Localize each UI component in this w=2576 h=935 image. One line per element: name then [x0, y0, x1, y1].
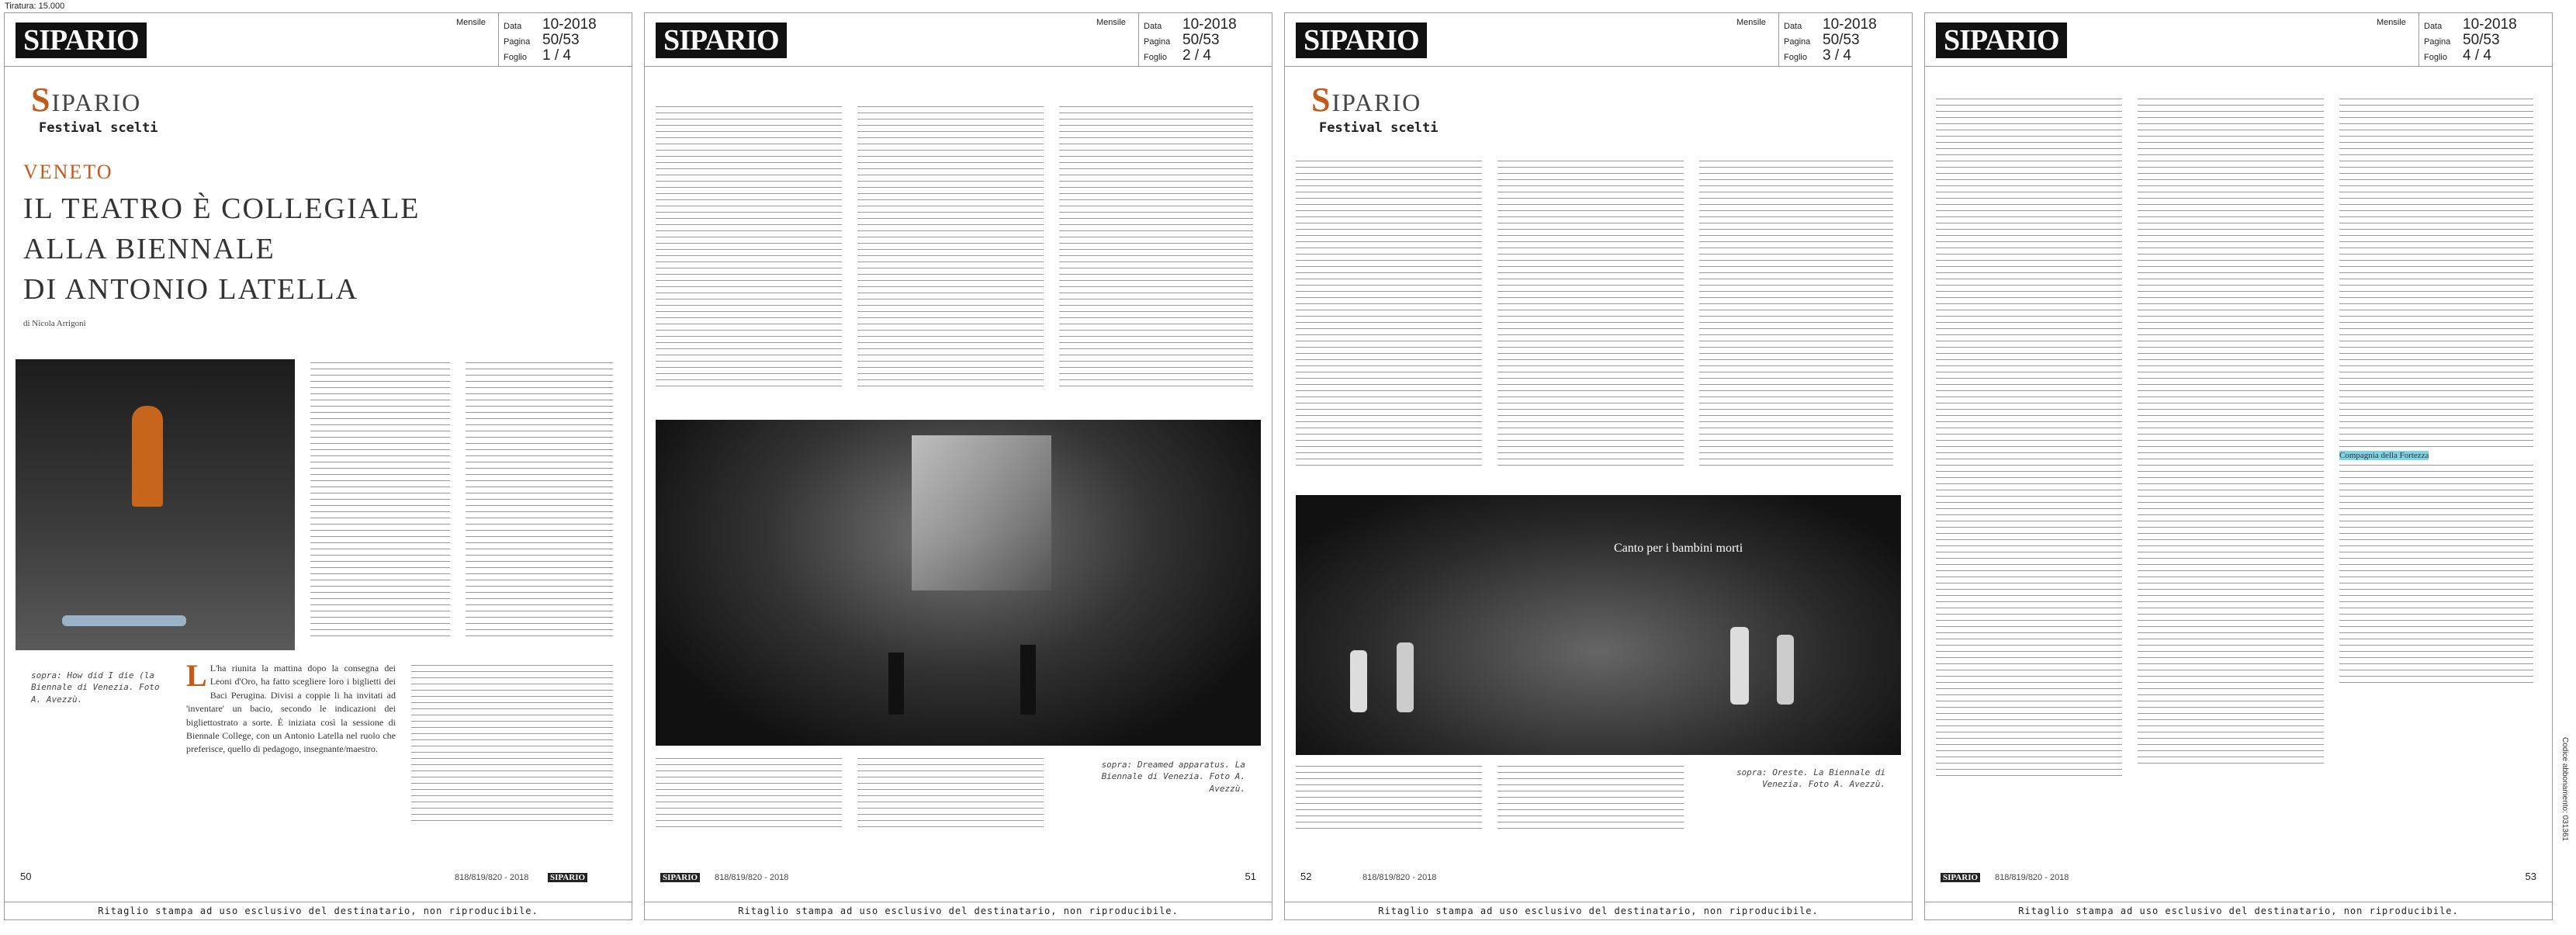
meta-box [498, 13, 632, 66]
margin-code: Codice abbonamento: 031361 [2560, 737, 2569, 841]
section-subtitle: Festival scelti [1319, 120, 1439, 136]
page-header [1285, 13, 1912, 67]
data-label: Data [1784, 22, 1802, 31]
mensile-label: Mensile [2377, 18, 2406, 27]
pagina-label: Pagina [1784, 37, 1811, 47]
page-3 [1284, 12, 1913, 920]
pagina-label: Pagina [504, 37, 531, 47]
foglio-value: 3 / 4 [1823, 47, 1851, 64]
text-column [1497, 763, 1684, 840]
footer-notice: Ritaglio stampa ad uso esclusivo del destinatario, non riproducibile. [1925, 902, 2552, 919]
title-line: ALLA BIENNALE [23, 233, 275, 265]
sipario-small-logo: SIPARIO [660, 873, 700, 882]
page-number: 52 [1300, 871, 1312, 882]
meta-box [1778, 13, 1913, 66]
page-4 [1924, 12, 2553, 920]
text-column [1059, 103, 1253, 406]
article-kicker: VENETO [23, 161, 113, 183]
text-column [1497, 158, 1684, 483]
photo-overlay-text: Canto per i bambini morti [1614, 542, 1743, 555]
page-1 [4, 12, 632, 920]
data-label: Data [1144, 22, 1162, 31]
text-column [1296, 763, 1482, 840]
page-header [5, 13, 632, 67]
mensile-label: Mensile [1096, 18, 1126, 27]
foglio-label: Foglio [2424, 53, 2447, 62]
data-value: 10-2018 [1823, 16, 1877, 33]
pagina-value: 50/53 [1182, 32, 1220, 48]
pagina-value: 50/53 [1823, 32, 1860, 48]
meta-box [2418, 13, 2553, 66]
sipario-logo: SIPARIO [1936, 23, 2067, 58]
sipario-small-logo: SIPARIO [548, 873, 587, 882]
photo-how-did-i-die [16, 359, 295, 650]
meta-box [1138, 13, 1272, 66]
issue-number: 818/819/820 - 2018 [1362, 873, 1437, 882]
sipario-logo: SIPARIO [1296, 23, 1427, 58]
sipario-logo: SIPARIO [656, 23, 787, 58]
text-column [2138, 95, 2324, 840]
section-subtitle: Festival scelti [39, 120, 158, 136]
pagina-value: 50/53 [542, 32, 580, 48]
pagina-value: 50/53 [2463, 32, 2500, 48]
pagina-label: Pagina [1144, 37, 1171, 47]
issue-number: 818/819/820 - 2018 [455, 873, 529, 882]
data-label: Data [504, 22, 522, 31]
data-value: 10-2018 [1182, 16, 1237, 33]
title-line: IL TEATRO È COLLEGIALE [23, 192, 421, 225]
photo-caption: sopra: Oreste. La Biennale di Venezia. Foto A. Avezzù. [1736, 767, 1885, 790]
page-2 [644, 12, 1272, 920]
text-column [656, 755, 842, 840]
data-label: Data [2424, 22, 2443, 31]
text-column [411, 662, 613, 833]
photo-caption: sopra: How did I die (la Biennale di Venezia. Foto A. Avezzù. [31, 670, 160, 705]
sipario-logo: SIPARIO [16, 23, 147, 58]
photo-dreamed-apparatus [656, 420, 1261, 746]
text-column [2339, 95, 2533, 840]
tiratura-label: Tiratura: 15.000 [5, 2, 65, 11]
text-column [310, 359, 450, 650]
text-column [1296, 158, 1482, 483]
photo-caption: sopra: Dreamed apparatus. La Biennale di Venezia. Foto A. Avezzù. [1101, 760, 1245, 794]
pagina-label: Pagina [2424, 37, 2451, 47]
article-author: di Nicola Arrigoni [23, 319, 86, 328]
highlighted-text: Compagnia della Fortezza [2339, 451, 2429, 460]
text-column [466, 359, 613, 650]
footer-notice: Ritaglio stampa ad uso esclusivo del destinatario, non riproducibile. [1285, 902, 1912, 919]
data-value: 10-2018 [2463, 16, 2517, 33]
sipario-small-logo: SIPARIO [1941, 873, 1980, 882]
page-number: 51 [1245, 871, 1256, 882]
foglio-label: Foglio [504, 53, 527, 62]
footer-notice: Ritaglio stampa ad uso esclusivo del destinatario, non riproducibile. [645, 902, 1272, 919]
title-line: DI ANTONIO LATELLA [23, 273, 359, 306]
page-header [1925, 13, 2552, 67]
page-number: 53 [2525, 871, 2536, 882]
photo-oreste [1296, 495, 1901, 755]
section-logo: SIPARIO [31, 81, 142, 119]
foglio-value: 1 / 4 [542, 47, 571, 64]
text-column [656, 103, 842, 406]
foglio-label: Foglio [1784, 53, 1807, 62]
foglio-label: Foglio [1144, 53, 1167, 62]
issue-number: 818/819/820 - 2018 [715, 873, 789, 882]
mensile-label: Mensile [1736, 18, 1766, 27]
text-column [1936, 95, 2122, 840]
mensile-label: Mensile [456, 18, 486, 27]
page-header [645, 13, 1272, 67]
footer-notice: Ritaglio stampa ad uso esclusivo del destinatario, non riproducibile. [5, 902, 632, 919]
foglio-value: 2 / 4 [1182, 47, 1211, 64]
text-column [857, 103, 1044, 406]
page-number: 50 [20, 871, 32, 882]
section-logo: SIPARIO [1311, 81, 1422, 119]
text-column [1699, 158, 1893, 483]
article-title [23, 189, 421, 310]
issue-number: 818/819/820 - 2018 [1995, 873, 2069, 882]
data-value: 10-2018 [542, 16, 597, 33]
foglio-value: 4 / 4 [2463, 47, 2491, 64]
article-intro: L L'ha riunita la mattina dopo la consegna dei Leoni d'Oro, ha fatto scegliere loro i biglietti dei Baci Perugina. Divisi a coppie li ha invitati ad 'inventare' un bacio, secondo le indicazioni dei bigliettostrato a sorte. È iniziata così la sessione di Biennale College, con un Antonio Latella nel ruolo che preferisce, quello di pedagogo, insegnante/maestro. [186, 662, 396, 755]
text-column [857, 755, 1044, 840]
